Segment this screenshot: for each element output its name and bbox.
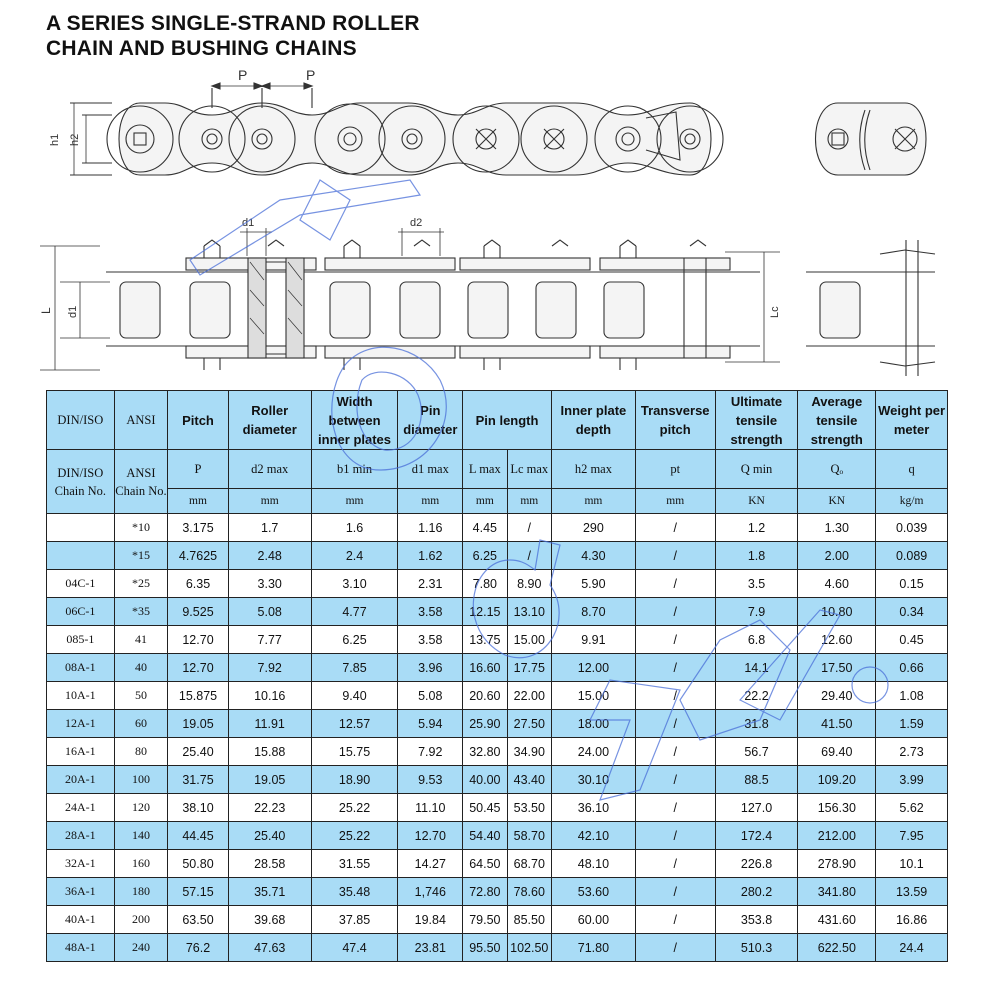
cell-width-between-inner-plates: 2.4 — [311, 542, 398, 570]
cell-din-iso-chain-no: 06C-1 — [47, 598, 115, 626]
cell-pin-length-l: 12.15 — [463, 598, 507, 626]
cell-weight-per-meter: 7.95 — [876, 822, 948, 850]
unit-pitch: mm — [168, 489, 229, 514]
cell-transverse-pitch: / — [635, 626, 715, 654]
cell-pitch: 15.875 — [168, 682, 229, 710]
header-width-between-inner-plates: Width between inner plates — [311, 391, 398, 450]
cell-inner-plate-depth: 53.60 — [551, 878, 635, 906]
cell-roller-diameter: 25.40 — [228, 822, 311, 850]
cell-roller-diameter: 1.7 — [228, 514, 311, 542]
header-average-tensile-strength: Average tensile strength — [798, 391, 876, 450]
cell-ansi-chain-no: *25 — [114, 570, 168, 598]
lc-label: Lc — [769, 306, 781, 318]
cell-average-tensile-strength: 341.80 — [798, 878, 876, 906]
table-row — [47, 906, 948, 934]
cell-inner-plate-depth: 24.00 — [551, 738, 635, 766]
cell-ultimate-tensile-strength: 1.2 — [715, 514, 798, 542]
cell-width-between-inner-plates: 37.85 — [311, 906, 398, 934]
cell-pin-length-lc: 78.60 — [507, 878, 551, 906]
cell-pin-length-lc: 102.50 — [507, 934, 551, 962]
symbol-width: b1 min — [311, 450, 398, 489]
symbol-pin-length-lc: Lc max — [507, 450, 551, 489]
header-din-iso-chain-no: DIN/ISO Chain No. — [47, 450, 115, 514]
table-row — [47, 626, 948, 654]
symbol-pitch: P — [168, 450, 229, 489]
chain-top-view — [40, 228, 935, 376]
cell-pin-length-lc: 22.00 — [507, 682, 551, 710]
cell-inner-plate-depth: 12.00 — [551, 654, 635, 682]
cell-weight-per-meter: 2.73 — [876, 738, 948, 766]
unit-pin-diameter: mm — [398, 489, 463, 514]
cell-width-between-inner-plates: 18.90 — [311, 766, 398, 794]
cell-weight-per-meter: 0.45 — [876, 626, 948, 654]
cell-pin-length-l: 13.75 — [463, 626, 507, 654]
cell-pitch: 12.70 — [168, 626, 229, 654]
cell-pitch: 57.15 — [168, 878, 229, 906]
cell-inner-plate-depth: 36.10 — [551, 794, 635, 822]
table-row — [47, 598, 948, 626]
cell-weight-per-meter: 16.86 — [876, 906, 948, 934]
cell-inner-plate-depth: 8.70 — [551, 598, 635, 626]
cell-pin-length-l: 32.80 — [463, 738, 507, 766]
cell-pin-diameter: 3.58 — [398, 598, 463, 626]
header-ansi: ANSI — [114, 391, 168, 450]
cell-pin-length-lc: / — [507, 514, 551, 542]
cell-average-tensile-strength: 29.40 — [798, 682, 876, 710]
cell-average-tensile-strength: 278.90 — [798, 850, 876, 878]
cell-roller-diameter: 7.92 — [228, 654, 311, 682]
cell-pitch: 6.35 — [168, 570, 229, 598]
cell-pin-length-l: 25.90 — [463, 710, 507, 738]
cell-pitch: 63.50 — [168, 906, 229, 934]
cell-transverse-pitch: / — [635, 906, 715, 934]
cell-transverse-pitch: / — [635, 822, 715, 850]
symbol-transverse: pt — [635, 450, 715, 489]
cell-width-between-inner-plates: 3.10 — [311, 570, 398, 598]
cell-din-iso-chain-no: 40A-1 — [47, 906, 115, 934]
cell-ultimate-tensile-strength: 14.1 — [715, 654, 798, 682]
cell-inner-plate-depth: 9.91 — [551, 626, 635, 654]
header-pin-length: Pin length — [463, 391, 552, 450]
cell-roller-diameter: 15.88 — [228, 738, 311, 766]
pitch-label-1: P — [238, 67, 248, 83]
cell-din-iso-chain-no: 48A-1 — [47, 934, 115, 962]
cell-transverse-pitch: / — [635, 794, 715, 822]
cell-pin-length-l: 54.40 — [463, 822, 507, 850]
cell-weight-per-meter: 24.4 — [876, 934, 948, 962]
unit-transverse: mm — [635, 489, 715, 514]
table-row — [47, 570, 948, 598]
cell-pin-diameter: 1,746 — [398, 878, 463, 906]
cell-pin-diameter: 3.58 — [398, 626, 463, 654]
cell-ultimate-tensile-strength: 510.3 — [715, 934, 798, 962]
cell-pin-length-lc: 68.70 — [507, 850, 551, 878]
unit-weight: kg/m — [876, 489, 948, 514]
cell-ansi-chain-no: 160 — [114, 850, 168, 878]
cell-roller-diameter: 7.77 — [228, 626, 311, 654]
cell-average-tensile-strength: 4.60 — [798, 570, 876, 598]
unit-pin-length: mm — [463, 489, 507, 514]
cell-pitch: 9.525 — [168, 598, 229, 626]
cell-weight-per-meter: 0.089 — [876, 542, 948, 570]
cell-pitch: 4.7625 — [168, 542, 229, 570]
cell-pin-length-l: 4.45 — [463, 514, 507, 542]
cell-din-iso-chain-no: 20A-1 — [47, 766, 115, 794]
table-row — [47, 822, 948, 850]
cell-pin-diameter: 1.16 — [398, 514, 463, 542]
cell-ansi-chain-no: 240 — [114, 934, 168, 962]
cell-pitch: 12.70 — [168, 654, 229, 682]
header-din-iso: DIN/ISO — [47, 391, 115, 450]
header-ansi-chain-no: ANSI Chain No. — [114, 450, 168, 514]
chain-side-view — [70, 83, 926, 175]
cell-average-tensile-strength: 12.60 — [798, 626, 876, 654]
title-line-2: CHAIN AND BUSHING CHAINS — [46, 37, 357, 60]
cell-transverse-pitch: / — [635, 514, 715, 542]
unit-roller: mm — [228, 489, 311, 514]
unit-ultimate: KN — [715, 489, 798, 514]
cell-pin-length-l: 50.45 — [463, 794, 507, 822]
cell-ultimate-tensile-strength: 6.8 — [715, 626, 798, 654]
cell-roller-diameter: 3.30 — [228, 570, 311, 598]
unit-width: mm — [311, 489, 398, 514]
cell-ansi-chain-no: *10 — [114, 514, 168, 542]
cell-roller-diameter: 39.68 — [228, 906, 311, 934]
cell-pin-length-l: 40.00 — [463, 766, 507, 794]
cell-average-tensile-strength: 109.20 — [798, 766, 876, 794]
cell-inner-plate-depth: 4.30 — [551, 542, 635, 570]
cell-pin-diameter: 14.27 — [398, 850, 463, 878]
cell-average-tensile-strength: 156.30 — [798, 794, 876, 822]
cell-ultimate-tensile-strength: 3.5 — [715, 570, 798, 598]
cell-width-between-inner-plates: 9.40 — [311, 682, 398, 710]
cell-pin-length-lc: 15.00 — [507, 626, 551, 654]
cell-weight-per-meter: 3.99 — [876, 766, 948, 794]
cell-pin-diameter: 9.53 — [398, 766, 463, 794]
cell-width-between-inner-plates: 15.75 — [311, 738, 398, 766]
cell-din-iso-chain-no: 10A-1 — [47, 682, 115, 710]
table-row — [47, 878, 948, 906]
header-inner-plate-depth: Inner plate depth — [551, 391, 635, 450]
cell-pitch: 50.80 — [168, 850, 229, 878]
cell-roller-diameter: 47.63 — [228, 934, 311, 962]
cell-ultimate-tensile-strength: 353.8 — [715, 906, 798, 934]
symbol-ultimate: Q min — [715, 450, 798, 489]
cell-width-between-inner-plates: 25.22 — [311, 822, 398, 850]
cell-transverse-pitch: / — [635, 542, 715, 570]
table-row — [47, 738, 948, 766]
cell-pin-diameter: 1.62 — [398, 542, 463, 570]
table-row — [47, 654, 948, 682]
chain-spec-table — [46, 390, 948, 962]
h2-label: h2 — [69, 133, 81, 146]
cell-inner-plate-depth: 290 — [551, 514, 635, 542]
cell-inner-plate-depth: 42.10 — [551, 822, 635, 850]
chain-drawing — [0, 62, 1000, 384]
cell-ansi-chain-no: 40 — [114, 654, 168, 682]
cell-ansi-chain-no: 41 — [114, 626, 168, 654]
d1-top-label: d1 — [242, 217, 255, 229]
cell-ultimate-tensile-strength: 56.7 — [715, 738, 798, 766]
cell-din-iso-chain-no: 12A-1 — [47, 710, 115, 738]
cell-din-iso-chain-no: 32A-1 — [47, 850, 115, 878]
cell-ultimate-tensile-strength: 88.5 — [715, 766, 798, 794]
cell-average-tensile-strength: 17.50 — [798, 654, 876, 682]
cell-weight-per-meter: 0.15 — [876, 570, 948, 598]
unit-pin-length-lc: mm — [507, 489, 551, 514]
cell-ansi-chain-no: 60 — [114, 710, 168, 738]
d1-side-label: d1 — [67, 305, 79, 318]
cell-roller-diameter: 5.08 — [228, 598, 311, 626]
cell-weight-per-meter: 0.34 — [876, 598, 948, 626]
cell-average-tensile-strength: 41.50 — [798, 710, 876, 738]
table-body — [47, 514, 948, 962]
cell-width-between-inner-plates: 7.85 — [311, 654, 398, 682]
cell-transverse-pitch: / — [635, 738, 715, 766]
cell-width-between-inner-plates: 6.25 — [311, 626, 398, 654]
cell-inner-plate-depth: 60.00 — [551, 906, 635, 934]
h1-label: h1 — [49, 133, 61, 146]
cell-din-iso-chain-no: 16A-1 — [47, 738, 115, 766]
cell-pin-length-l: 6.25 — [463, 542, 507, 570]
table-row — [47, 710, 948, 738]
cell-transverse-pitch: / — [635, 934, 715, 962]
cell-weight-per-meter: 5.62 — [876, 794, 948, 822]
cell-pin-length-l: 72.80 — [463, 878, 507, 906]
header-pitch: Pitch — [168, 391, 229, 450]
unit-average: KN — [798, 489, 876, 514]
cell-weight-per-meter: 0.66 — [876, 654, 948, 682]
d2-label: d2 — [410, 217, 423, 229]
cell-din-iso-chain-no: 24A-1 — [47, 794, 115, 822]
cell-average-tensile-strength: 622.50 — [798, 934, 876, 962]
cell-pin-diameter: 3.96 — [398, 654, 463, 682]
cell-pin-length-l: 7.80 — [463, 570, 507, 598]
cell-width-between-inner-plates: 4.77 — [311, 598, 398, 626]
cell-width-between-inner-plates: 31.55 — [311, 850, 398, 878]
cell-average-tensile-strength: 2.00 — [798, 542, 876, 570]
cell-average-tensile-strength: 10.80 — [798, 598, 876, 626]
cell-average-tensile-strength: 431.60 — [798, 906, 876, 934]
table-row — [47, 766, 948, 794]
table-row — [47, 934, 948, 962]
cell-ansi-chain-no: 140 — [114, 822, 168, 850]
symbol-roller: d2 max — [228, 450, 311, 489]
cell-inner-plate-depth: 48.10 — [551, 850, 635, 878]
cell-weight-per-meter: 0.039 — [876, 514, 948, 542]
cell-din-iso-chain-no — [47, 514, 115, 542]
cell-average-tensile-strength: 212.00 — [798, 822, 876, 850]
cell-pin-length-lc: 17.75 — [507, 654, 551, 682]
cell-roller-diameter: 35.71 — [228, 878, 311, 906]
cell-pitch: 3.175 — [168, 514, 229, 542]
cell-inner-plate-depth: 71.80 — [551, 934, 635, 962]
cell-inner-plate-depth: 30.10 — [551, 766, 635, 794]
cell-pin-length-l: 79.50 — [463, 906, 507, 934]
cell-inner-plate-depth: 5.90 — [551, 570, 635, 598]
cell-pin-length-lc: 43.40 — [507, 766, 551, 794]
cell-pin-length-lc: 27.50 — [507, 710, 551, 738]
cell-pin-length-l: 16.60 — [463, 654, 507, 682]
cell-weight-per-meter: 13.59 — [876, 878, 948, 906]
cell-ultimate-tensile-strength: 1.8 — [715, 542, 798, 570]
cell-pin-length-lc: 85.50 — [507, 906, 551, 934]
cell-pin-diameter: 11.10 — [398, 794, 463, 822]
cell-din-iso-chain-no: 28A-1 — [47, 822, 115, 850]
cell-ansi-chain-no: 200 — [114, 906, 168, 934]
cell-ultimate-tensile-strength: 172.4 — [715, 822, 798, 850]
cell-ansi-chain-no: 80 — [114, 738, 168, 766]
cell-inner-plate-depth: 15.00 — [551, 682, 635, 710]
cell-weight-per-meter: 1.59 — [876, 710, 948, 738]
cell-weight-per-meter: 10.1 — [876, 850, 948, 878]
cell-ultimate-tensile-strength: 22.2 — [715, 682, 798, 710]
l-label: L — [39, 307, 53, 314]
cell-pin-diameter: 2.31 — [398, 570, 463, 598]
cell-pin-length-l: 20.60 — [463, 682, 507, 710]
cell-roller-diameter: 22.23 — [228, 794, 311, 822]
cell-pin-diameter: 12.70 — [398, 822, 463, 850]
unit-plate-depth: mm — [551, 489, 635, 514]
cell-ansi-chain-no: *35 — [114, 598, 168, 626]
header-ultimate-tensile-strength: Ultimate tensile strength — [715, 391, 798, 450]
cell-transverse-pitch: / — [635, 598, 715, 626]
cell-transverse-pitch: / — [635, 850, 715, 878]
header-transverse-pitch: Transverse pitch — [635, 391, 715, 450]
cell-roller-diameter: 11.91 — [228, 710, 311, 738]
symbol-average: Qₒ — [798, 450, 876, 489]
cell-roller-diameter: 2.48 — [228, 542, 311, 570]
cell-pin-length-lc: 58.70 — [507, 822, 551, 850]
cell-pin-diameter: 23.81 — [398, 934, 463, 962]
cell-pin-length-l: 95.50 — [463, 934, 507, 962]
table-row — [47, 542, 948, 570]
cell-transverse-pitch: / — [635, 654, 715, 682]
table-row — [47, 682, 948, 710]
header-weight-per-meter: Weight per meter — [876, 391, 948, 450]
symbol-pin-diameter: d1 max — [398, 450, 463, 489]
cell-average-tensile-strength: 1.30 — [798, 514, 876, 542]
cell-roller-diameter: 28.58 — [228, 850, 311, 878]
title-line-1: A SERIES SINGLE-STRAND ROLLER — [46, 12, 420, 35]
cell-pin-length-lc: 8.90 — [507, 570, 551, 598]
cell-din-iso-chain-no: 04C-1 — [47, 570, 115, 598]
cell-pitch: 44.45 — [168, 822, 229, 850]
cell-pin-diameter: 5.94 — [398, 710, 463, 738]
cell-pin-length-lc: 53.50 — [507, 794, 551, 822]
cell-ultimate-tensile-strength: 226.8 — [715, 850, 798, 878]
cell-transverse-pitch: / — [635, 682, 715, 710]
cell-ultimate-tensile-strength: 280.2 — [715, 878, 798, 906]
cell-pin-diameter: 7.92 — [398, 738, 463, 766]
cell-transverse-pitch: / — [635, 710, 715, 738]
cell-width-between-inner-plates: 25.22 — [311, 794, 398, 822]
cell-width-between-inner-plates: 12.57 — [311, 710, 398, 738]
cell-pin-length-lc: / — [507, 542, 551, 570]
cell-average-tensile-strength: 69.40 — [798, 738, 876, 766]
cell-width-between-inner-plates: 1.6 — [311, 514, 398, 542]
cell-pin-diameter: 5.08 — [398, 682, 463, 710]
table-row — [47, 850, 948, 878]
cell-ultimate-tensile-strength: 127.0 — [715, 794, 798, 822]
cell-din-iso-chain-no — [47, 542, 115, 570]
header-roller-diameter: Roller diameter — [228, 391, 311, 450]
cell-roller-diameter: 19.05 — [228, 766, 311, 794]
cell-din-iso-chain-no: 36A-1 — [47, 878, 115, 906]
cell-ansi-chain-no: 180 — [114, 878, 168, 906]
cell-din-iso-chain-no: 085-1 — [47, 626, 115, 654]
cell-pin-diameter: 19.84 — [398, 906, 463, 934]
page-title — [46, 11, 420, 61]
cell-pitch: 76.2 — [168, 934, 229, 962]
cell-pitch: 38.10 — [168, 794, 229, 822]
cell-pitch: 25.40 — [168, 738, 229, 766]
header-pin-diameter: Pin diameter — [398, 391, 463, 450]
cell-ansi-chain-no: 100 — [114, 766, 168, 794]
cell-pin-length-lc: 34.90 — [507, 738, 551, 766]
cell-width-between-inner-plates: 47.4 — [311, 934, 398, 962]
cell-ansi-chain-no: 50 — [114, 682, 168, 710]
cell-roller-diameter: 10.16 — [228, 682, 311, 710]
cell-ansi-chain-no: *15 — [114, 542, 168, 570]
symbol-weight: q — [876, 450, 948, 489]
cell-pin-length-lc: 13.10 — [507, 598, 551, 626]
cell-ultimate-tensile-strength: 7.9 — [715, 598, 798, 626]
symbol-plate-depth: h2 max — [551, 450, 635, 489]
symbol-pin-length: L max — [463, 450, 507, 489]
table-row — [47, 794, 948, 822]
cell-pitch: 19.05 — [168, 710, 229, 738]
pitch-label-2: P — [306, 67, 316, 83]
cell-din-iso-chain-no: 08A-1 — [47, 654, 115, 682]
cell-width-between-inner-plates: 35.48 — [311, 878, 398, 906]
cell-ultimate-tensile-strength: 31.8 — [715, 710, 798, 738]
cell-transverse-pitch: / — [635, 570, 715, 598]
cell-inner-plate-depth: 18.00 — [551, 710, 635, 738]
cell-transverse-pitch: / — [635, 878, 715, 906]
cell-transverse-pitch: / — [635, 766, 715, 794]
table-row — [47, 514, 948, 542]
cell-pitch: 31.75 — [168, 766, 229, 794]
cell-weight-per-meter: 1.08 — [876, 682, 948, 710]
cell-ansi-chain-no: 120 — [114, 794, 168, 822]
cell-pin-length-l: 64.50 — [463, 850, 507, 878]
